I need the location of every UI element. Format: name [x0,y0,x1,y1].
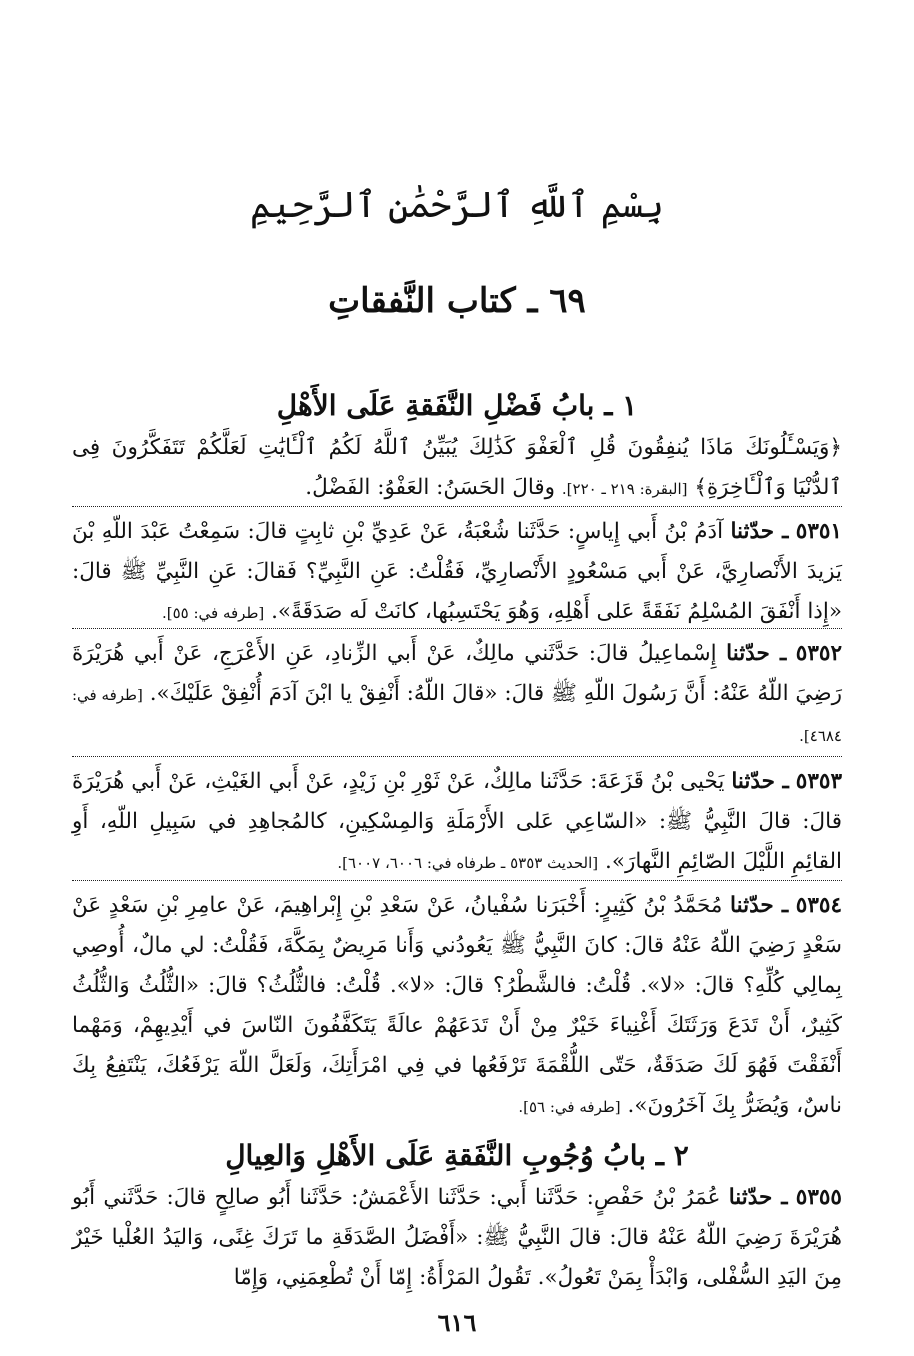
hadith-text: آدَمُ بْنُ أَبي إِياسٍ: حَدَّثَنا شُعْبَةُ، عَنْ عَدِيِّ بْنِ ثابِتٍ قالَ: سَمِعْتُ عَبْدَ اللّهِ بْنَ يَزيدَ الأَنْصارِيَّ، عَنْ أَبي مَسْعُودٍ الأَنْصارِيِّ، فَقُلْتُ: عَنِ النَّبِيِّ؟ فَقالَ: عَنِ النَّبِيِّ ﷺ قالَ: «إِذا أَنْفَقَ المُسْلِمُ نَفَقَةً عَلى أَهْلِهِ، وَهُوَ يَحْتَسِبُها، كانَتْ لَه صَدَقَةً». [72,519,842,624]
chapter-title: بابُ فَضْلِ النَّفَقةِ عَلَى الأَهْلِ [276,389,595,422]
hadith-number: ٥٣٥١ [795,519,842,544]
quran-commentary: وقالَ الحَسَنُ: العَفْوُ: الفَضْلُ. [305,475,556,500]
hadith-5351: ٥٣٥١ ـ حدّثنا آدَمُ بْنُ أَبي إِياسٍ: حَدَّثَنا شُعْبَةُ، عَنْ عَدِيِّ بْنِ ثابِتٍ قالَ: سَمِعْتُ عَبْدَ اللّهِ بْنَ يَزيدَ الأَنْصارِيَّ، عَنْ أَبي مَسْعُودٍ الأَنْصارِيِّ، فَقُلْتُ: عَنِ النَّبِيِّ؟ فَقالَ: عَنِ النَّبِيِّ ﷺ قالَ: «إِذا أَنْفَقَ المُسْلِمُ نَفَقَةً عَلى أَهْلِهِ، وَهُوَ يَحْتَسِبُها، كانَتْ لَه صَدَقَةً». [طرفه في: ٥٥]. [72,519,842,624]
divider [72,756,842,757]
hadith-number: ٥٣٥٣ [795,769,842,794]
book-number: ٦٩ [549,281,586,321]
chapter-number: ٢ [673,1139,689,1172]
basmala: بِسْمِ ٱللَّهِ ٱلرَّحْمَٰنِ ٱلرَّحِيمِ [249,185,665,226]
chapter-heading-2: ٢ ـ بابُ وُجُوبِ النَّفَقةِ عَلَى الأَهْلِ وَالعِيالِ [225,1139,689,1172]
hadith-reference: [طرفه في: ٥٥]. [161,604,265,622]
quran-reference: [البقرة: ٢١٩ ـ ٢٢٠]. [561,480,688,498]
hadith-number: ٥٣٥٤ [795,893,842,918]
hadith-reference: [الحديث ٥٣٥٣ ـ طرفاه في: ٦٠٠٦، ٦٠٠٧]. [337,854,599,872]
hadith-text: إِسْماعِيلُ قالَ: حَدَّثَني مالِكٌ، عَنْ أَبي الزِّنادِ، عَنِ الأَعْرَجِ، عَنْ أَبي هُرَيْرَةَ رَضِيَ اللّهُ عَنْهُ: أَنَّ رَسُولَ اللّهِ ﷺ قالَ: «قالَ اللّهُ: أَنْفِقْ يا ابْنَ آدَمَ أُنْفِقْ عَلَيْكَ». [72,641,842,706]
quran-text: ﴿وَيَسْـَٔلُونَكَ مَاذَا يُنفِقُونَ قُلِ ٱلْعَفْوَ كَذَٰلِكَ يُبَيِّنُ ٱللَّهُ لَكُمُ ٱلْـَٔايَٰتِ لَعَلَّكُمْ تَتَفَكَّرُونَ فِى ٱلدُّنْيَا وَٱلْـَٔاخِرَةِ﴾ [72,435,842,500]
divider [72,628,842,629]
hadith-number: ٥٣٥٥ [795,1185,842,1210]
hadith-text: يَحْيى بْنُ قَزَعَةَ: حَدَّثَنا مالِكٌ، عَنْ ثَوْرِ بْنِ زَيْدٍ، عَنْ أَبي الغَيْثِ، عَنْ أَبي هُرَيْرَةَ قالَ: قالَ النَّبِيُّ ﷺ: «السّاعِي عَلى الأَرْمَلَةِ وَالمِسْكِينِ، كالمُجاهِدِ في سَبِيلِ اللّهِ، أَوِ القائِمِ اللَّيْلَ الصّائِمِ النَّهارَ». [72,769,842,874]
hadith-5355: ٥٣٥٥ ـ حدّثنا عُمَرُ بْنُ حَفْصٍ: حَدَّثَنا أَبي: حَدَّثَنا الأَعْمَشُ: حَدَّثَنا أَبُو صالِحٍ قالَ: حَدَّثَني أَبُو هُرَيْرَةَ رَضِيَ اللّهُ عَنْهُ قالَ: قالَ النَّبِيُّ ﷺ: «أَفْضَلُ الصَّدَقَةِ ما تَرَكَ غِنًى، وَاليَدُ العُلْيا خَيْرٌ مِنَ اليَدِ السُّفْلى، وَابْدَأْ بِمَنْ تَعُولُ». تَقُولُ المَرْأَةُ: إِمّا أَنْ تُطْعِمَنِي، وَإِمّا [72,1185,842,1290]
hadith-text: عُمَرُ بْنُ حَفْصٍ: حَدَّثَنا أَبي: حَدَّثَنا الأَعْمَشُ: حَدَّثَنا أَبُو صالِحٍ قالَ: حَدَّثَني أَبُو هُرَيْرَةَ رَضِيَ اللّهُ عَنْهُ قالَ: قالَ النَّبِيُّ ﷺ: «أَفْضَلُ الصَّدَقَةِ ما تَرَكَ غِنًى، وَاليَدُ العُلْيا خَيْرٌ مِنَ اليَدِ السُّفْلى، وَابْدَأْ بِمَنْ تَعُولُ». تَقُولُ المَرْأَةُ: إِمّا أَنْ تُطْعِمَنِي، وَإِمّا [72,1185,842,1290]
hadith-reference: [طرفه في: ٥٦]. [518,1098,621,1116]
hadith-5354: ٥٣٥٤ ـ حدّثنا مُحَمَّدُ بْنُ كَثِيرٍ: أَخْبَرَنا سُفْيانُ، عَنْ سَعْدِ بْنِ إِبْراهِيمَ، عَنْ عامِرِ بْنِ سَعْدٍ عَنْ سَعْدٍ رَضِيَ اللّهُ عَنْهُ قالَ: كانَ النَّبِيُّ ﷺ يَعُودُني وَأَنا مَرِيضٌ بِمَكَّةَ، فَقُلْتُ: لي مالٌ، أُوصِي بِمالِي كُلِّهِ؟ قالَ: «لا». قُلْتُ: فالشَّطْرُ؟ قالَ: «لا». قُلْتُ: فالثُّلُثُ؟ قالَ: «الثُّلُثُ وَالثُّلُثُ كَثِيرٌ، أَنْ تَدَعَ وَرَثَتَكَ أَغْنِياءَ خَيْرٌ مِنْ أَنْ تَدَعَهُمْ عالَةً يَتَكَفَّفُونَ النّاسَ في أَيْدِيهِمْ، وَمَهْما أَنْفَقْتَ فَهُوَ لَكَ صَدَقَةٌ، حَتّى اللُّقْمَةَ تَرْفَعُها في فِي امْرَأَتِكَ، وَلَعَلَّ اللّهَ يَرْفَعُكَ، يَنْتَفِعُ بِكَ ناسٌ، وَيُضَرُّ بِكَ آخَرُونَ». [طرفه في: ٥٦]. [72,893,842,1118]
hadith-label: حدّثنا [730,893,774,918]
hadith-label: حدّثنا [731,769,775,794]
page-number: ٦١٦ [437,1308,477,1337]
chapter-title: بابُ وُجُوبِ النَّفَقةِ عَلَى الأَهْلِ وَالعِيالِ [225,1139,647,1172]
quran-verse [72,428,842,509]
hadith-label: حدّثنا [726,641,770,666]
divider [72,506,842,507]
book-title-text: كتاب النَّفقاتِ [328,281,516,321]
chapter-number: ١ [622,389,638,422]
hadith-label: حدّثنا [730,519,775,544]
divider [72,880,842,881]
hadith-number: ٥٣٥٢ [795,641,842,666]
hadith-5352: ٥٣٥٢ ـ حدّثنا إِسْماعِيلُ قالَ: حَدَّثَني مالِكٌ، عَنْ أَبي الزِّنادِ، عَنِ الأَعْرَجِ، عَنْ أَبي هُرَيْرَةَ رَضِيَ اللّهُ عَنْهُ: أَنَّ رَسُولَ اللّهِ ﷺ قالَ: «قالَ اللّهُ: أَنْفِقْ يا ابْنَ آدَمَ أُنْفِقْ عَلَيْكَ». [طرفه في: ٤٦٨٤]. [72,641,842,745]
hadith-text: مُحَمَّدُ بْنُ كَثِيرٍ: أَخْبَرَنا سُفْيانُ، عَنْ سَعْدِ بْنِ إِبْراهِيمَ، عَنْ عامِرِ بْنِ سَعْدٍ عَنْ سَعْدٍ رَضِيَ اللّهُ عَنْهُ قالَ: كانَ النَّبِيُّ ﷺ يَعُودُني وَأَنا مَرِيضٌ بِمَكَّةَ، فَقُلْتُ: لي مالٌ، أُوصِي بِمالِي كُلِّهِ؟ قالَ: «لا». قُلْتُ: فالشَّطْرُ؟ قالَ: «لا». قُلْتُ: فالثُّلُثُ؟ قالَ: «الثُّلُثُ وَالثُّلُثُ كَثِيرٌ، أَنْ تَدَعَ وَرَثَتَكَ أَغْنِياءَ خَيْرٌ مِنْ أَنْ تَدَعَهُمْ عالَةً يَتَكَفَّفُونَ النّاسَ في أَيْدِيهِمْ، وَمَهْما أَنْفَقْتَ فَهُوَ لَكَ صَدَقَةٌ، حَتّى اللُّقْمَةَ تَرْفَعُها في فِي امْرَأَتِكَ، وَلَعَلَّ اللّهَ يَرْفَعُكَ، يَنْتَفِعُ بِكَ ناسٌ، وَيُضَرُّ بِكَ آخَرُونَ». [72,893,842,1118]
hadith-reference: [طرفه في: ٤٦٨٤]. [72,686,842,745]
chapter-heading-1: ١ ـ بابُ فَضْلِ النَّفَقةِ عَلَى الأَهْلِ [276,389,638,422]
book-title: ٦٩ ـ كتاب النَّفقاتِ [328,281,586,321]
hadith-label: حدّثنا [728,1185,773,1210]
hadith-5353: ٥٣٥٣ ـ حدّثنا يَحْيى بْنُ قَزَعَةَ: حَدَّثَنا مالِكٌ، عَنْ ثَوْرِ بْنِ زَيْدٍ، عَنْ أَبي الغَيْثِ، عَنْ أَبي هُرَيْرَةَ قالَ: قالَ النَّبِيُّ ﷺ: «السّاعِي عَلى الأَرْمَلَةِ وَالمِسْكِينِ، كالمُجاهِدِ في سَبِيلِ اللّهِ، أَوِ القائِمِ اللَّيْلَ الصّائِمِ النَّهارَ». [الحديث ٥٣٥٣ ـ طرفاه في: ٦٠٠٦، ٦٠٠٧]. [72,769,842,874]
